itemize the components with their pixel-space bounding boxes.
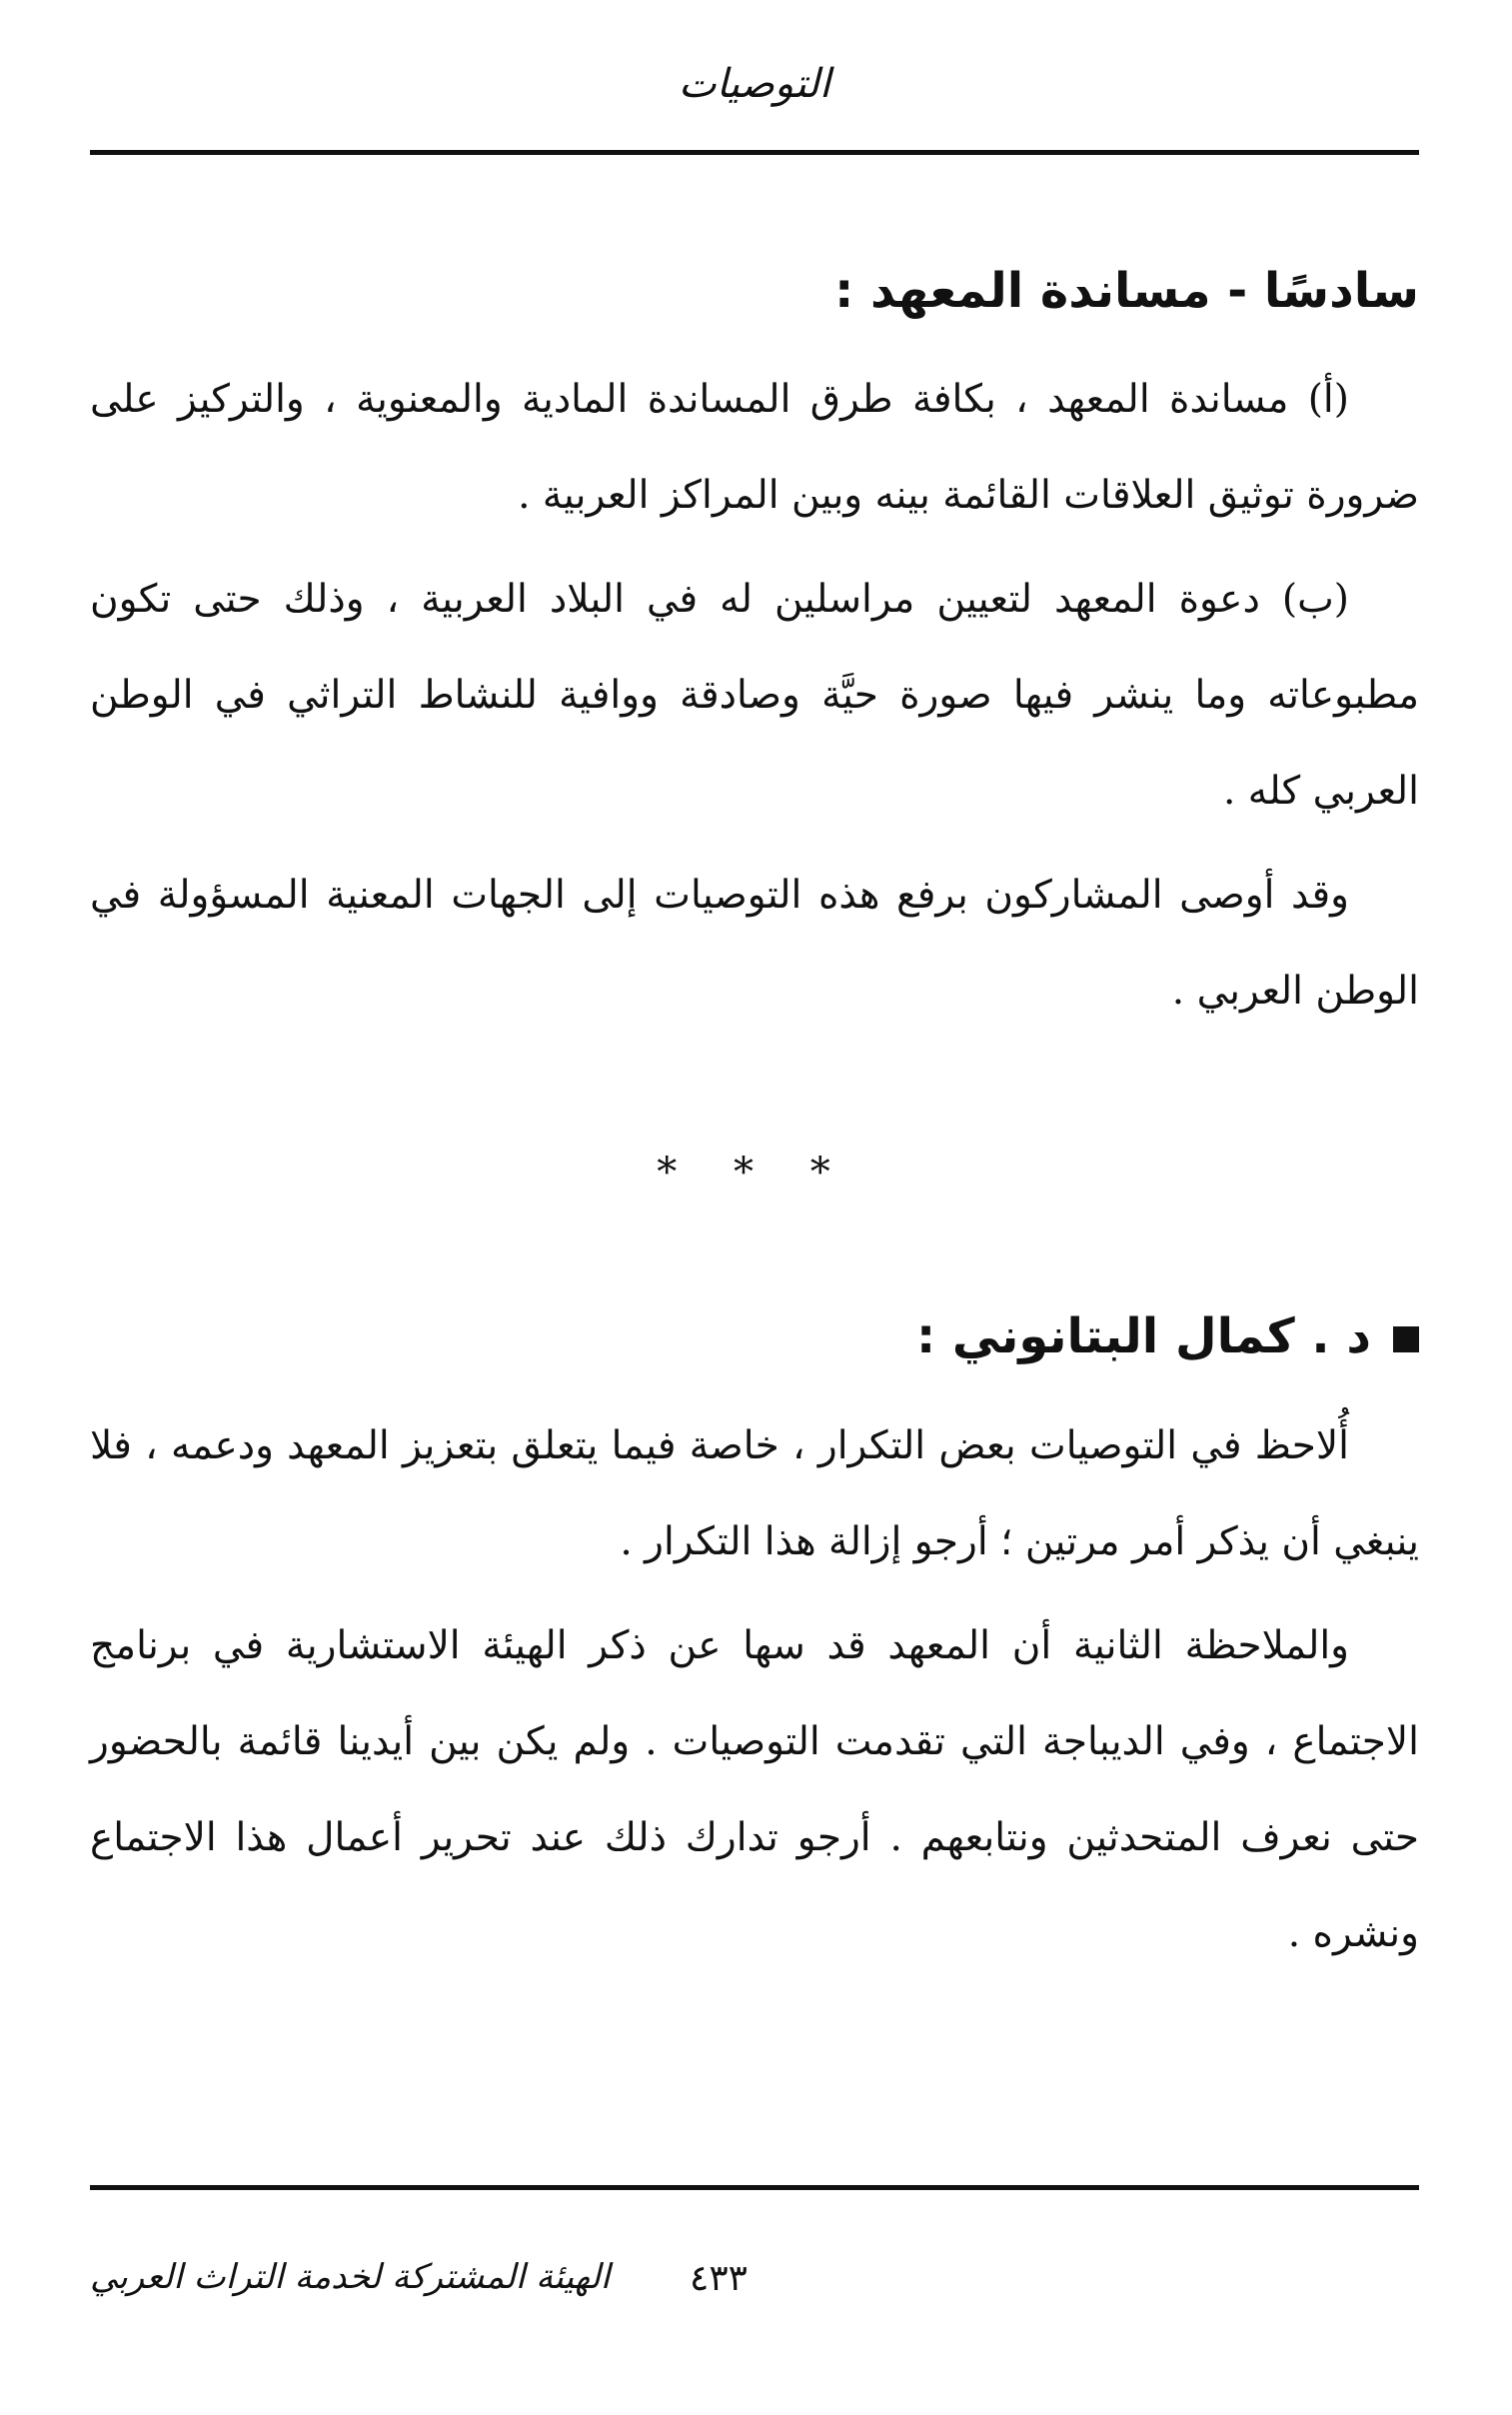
header-rule — [90, 150, 1419, 155]
publisher-name: الهيئة المشتركة لخدمة التراث العربي — [90, 2257, 611, 2297]
running-head: التوصيات — [679, 61, 830, 107]
paragraph-a: (أ) مساندة المعهد ، بكافة طرق المساندة المادية والمعنوية ، والتركيز على ضرورة توثيق العلاقات القائمة بينه وبين المراكز العربية . — [90, 377, 1419, 519]
footer-rule — [90, 2185, 1419, 2190]
section-heading: سادسًا - مساندة المعهد : — [834, 263, 1419, 319]
speaker-heading-row — [90, 1305, 1419, 1367]
speaker-heading: د . كمال البتانوني : — [915, 1308, 1371, 1365]
speaker-paragraph-1: أُلاحظ في التوصيات بعض التكرار ، خاصة فيما يتعلق بتعزيز المعهد ودعمه ، فلا ينبغي أن يذكر أمر مرتين ؛ أرجو إزالة هذا التكرار . — [90, 1422, 1419, 1564]
main-content — [90, 260, 1419, 1990]
page-number: ٤٣٣ — [690, 2258, 749, 2299]
page-footer — [90, 2254, 1419, 2324]
paragraph-b: (ب) دعوة المعهد لتعيين مراسلين له في البلاد العربية ، وذلك حتى تكون مطبوعاته وما ينشر فيها صورة حيَّة وصادقة ووافية للنشاط التراثي في الوطن العربي كله . — [90, 577, 1419, 815]
paragraph-conclusion: وقد أوصى المشاركون برفع هذه التوصيات إلى الجهات المعنية المسؤولة في الوطن العربي . — [90, 873, 1419, 1015]
speaker-paragraph-2: والملاحظة الثانية أن المعهد قد سها عن ذكر الهيئة الاستشارية في برنامج الاجتماع ، وفي الديباجة التي تقدمت التوصيات . ولم يكن بين أيدينا قائمة بالحضور حتى نعرف المتحدثين ونتابعهم . أرجو تدارك ذلك عند تحرير أعمال هذا الاجتماع ونشره . — [90, 1622, 1419, 1956]
black-square-icon — [1393, 1326, 1419, 1352]
section-separator: * * * — [657, 1150, 852, 1197]
